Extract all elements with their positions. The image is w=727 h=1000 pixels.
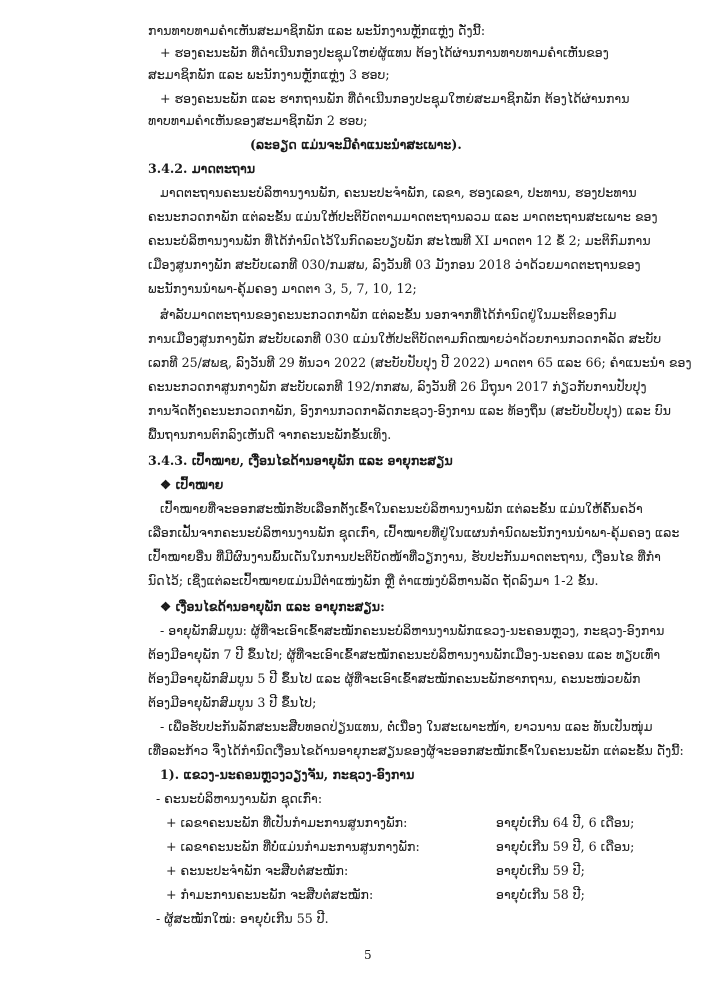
text-line: ຕ້ອງມີອາຍຸພັກສົມບູນ 5 ປີ ຂຶ້ນໄປ ແລະ ຜູ້ທີ່ຈະເອົາເຂົ້າສະໝັກຄະນະພັກຮາກຖານ, ຄະນະໜ່ວຍພັກ xyxy=(148,671,641,686)
text-line: - ຜູ້ສະໝັກໃໝ່: ອາຍຸບໍ່ເກີນ 55 ປີ. xyxy=(156,911,329,926)
text-line: ຄະນະບໍລິຫານງານພັກ ທີ່ໄດ້ກຳນົດໄວ້ໃນກົດລະບຽບພັກ ສະໄໝທີ XI ມາດຕາ 12 ຂໍ້ 2; ມະຕິກົມການ xyxy=(148,233,651,248)
age-value: ອາຍຸບໍ່ເກີນ 58 ປີ; xyxy=(496,887,585,902)
text-line: ສຳລັບມາດຕະຖານຂອງຄະນະກວດກາພັກ ແຕ່ລະຂັ້ນ ນອກຈາກທີ່ໄດ້ກຳນົດຢູ່ໃນມະຕິຂອງກົມ xyxy=(160,307,617,322)
text-line: + ຮອງຄະນະພັກ ແລະ ຮາກຖານພັກ ທີ່ດຳເນີນກອງປະຊຸມໃຫຍ່ສະມາຊິກພັກ ຕ້ອງໄດ້ຜ່ານການ xyxy=(160,91,630,106)
section-heading: 3.4.3. ເປົ້າໝາຍ, ເງື່ອນໄຂດ້ານອາຍຸພັກ ແລະ ອາຍຸກະສຽນ xyxy=(148,453,453,468)
text-line: ຕ້ອງມີອາຍຸພັກສົມບູນ 3 ປີ ຂຶ້ນໄປ; xyxy=(148,695,317,710)
page-number: 5 xyxy=(364,948,372,962)
text-line: ຄະນະກວດກາພັກ ແຕ່ລະຂັ້ນ ແມ່ນໃຫ້ປະຕິບັດຕາມມາດຕະຖານລວມ ແລະ ມາດຕະຖານສະເພາະ ຂອງ xyxy=(148,209,658,224)
text-line: ເລືອກເຟັ້ນຈາກຄະນະບໍລິຫານງານພັກ ຊຸດເກົ່າ, ເປົ້າໝາຍທີ່ຢູ່ໃນແຜນກຳນົດພະນັກງານນຳພາ-ຄຸ້ມຄອງ ແລະ xyxy=(148,525,680,540)
text-line: - ອາຍຸພັກສົມບູນ: ຜູ້ທີ່ຈະເອົາເຂົ້າສະໝັກຄະນະບໍລິຫານງານພັກແຂວງ-ນະຄອນຫຼວງ, ກະຊວງ-ອົງການ xyxy=(160,623,665,638)
text-line: ເລກທີ 25/ສພຊ, ລົງວັນທີ 29 ທັນວາ 2022 (ສະບັບປັບປຸງ ປີ 2022) ມາດຕາ 65 ແລະ 66; ຄຳແນະນຳ ຂອງ xyxy=(148,355,692,370)
text-line: ສະມາຊິກພັກ ແລະ ພະນັກງານຫຼັກແຫຼ່ງ 3 ຮອບ; xyxy=(148,67,390,82)
text-line: ພື້ນຖານການຕົກລົງເຫັນດີ ຈາກຄະນະພັກຂັ້ນເທິງ. xyxy=(148,427,392,442)
text-line: + ຮອງຄະນະພັກ ທີ່ດຳເນີນກອງປະຊຸມໃຫຍ່ຜູ້ແທນ ຕ້ອງໄດ້ຜ່ານການທາບທາມຄຳເຫັນຂອງ xyxy=(160,45,609,60)
text-line: ທາບທາມຄຳເຫັນຂອງສະມາຊິກພັກ 2 ຮອບ; xyxy=(148,113,368,128)
age-value: ອາຍຸບໍ່ເກີນ 59 ປີ, 6 ເດືອນ; xyxy=(496,839,635,854)
age-value: ອາຍຸບໍ່ເກີນ 64 ປີ, 6 ເດືອນ; xyxy=(496,815,635,830)
text-line: ເປົ້າໝາຍອື່ນ ທີ່ມີຜົນງານພົ້ນເດັ່ນໃນການປະຕິບັດໜ້າທີ່ວຽກງານ, ຮັບປະກັນມາດຕະຖານ, ເງື່ອນໄຂ ທີ່ກຳ xyxy=(148,549,661,564)
subheading: ❖ ເປົ້າໝາຍ xyxy=(160,477,224,492)
section-heading: 3.4.2. ມາດຕະຖານ xyxy=(148,161,256,176)
age-label: + ເລຂາຄະນະພັກ ທີ່ບໍ່ແມ່ນກຳມະການສູນກາງພັກ: xyxy=(166,839,420,854)
text-line: ການເມືອງສູນກາງພັກ ສະບັບເລກທີ 030 ແມ່ນໃຫ້ປະຕິບັດຕາມກົດໝາຍວ່າດ້ວຍການກວດກາລັດ ສະບັບ xyxy=(148,331,662,346)
text-line: ເມືອງສູນກາງພັກ ສະບັບເລກທີ 030/ກມສພ, ລົງວັນທີ 03 ມັງກອນ 2018 ວ່າດ້ວຍມາດຕະຖານຂອງ xyxy=(148,257,641,272)
text-line: ເທື່ອລະກ້າວ ຈຶ່ງໄດ້ກຳນົດເງື່ອນໄຂດ້ານອາຍຸກະສຽນຂອງຜູ້ຈະອອກສະໝັກເຂົ້າໃນຄະນະພັກ ແຕ່ລະຂັ້ນ ດັ່ງນີ້: xyxy=(148,743,684,758)
text-line: ຕ້ອງມີອາຍຸພັກ 7 ປີ ຂຶ້ນໄປ; ຜູ້ທີ່ຈະເອົາເຂົ້າສະໝັກຄະນະບໍລິຫານງານພັກເມືອງ-ນະຄອນ ແລະ ທຽບເທົ່າ xyxy=(148,647,661,662)
text-line: ນົດໄວ້; ເຊິ່ງແຕ່ລະເປົ້າໝາຍແມ່ນມີຕຳແໜ່ງພັກ ຫຼື ຕຳແໜ່ງບໍລິຫານລັດ ຖັດລົງມາ 1-2 ຂັ້ນ. xyxy=(148,573,599,588)
text-line: - ຄະນະບໍລິຫານງານພັກ ຊຸດເກົ່າ: xyxy=(156,791,323,806)
note-line: (ລະອຽດ ແມ່ນຈະມີຄຳແນະນຳສະເພາະ). xyxy=(250,137,462,152)
subheading: ❖ ເງື່ອນໄຂດ້ານອາຍຸພັກ ແລະ ອາຍຸກະສຽນ: xyxy=(160,599,385,614)
text-line: ການຈັດຕັ້ງຄະນະກວດກາພັກ, ອົງການກວດກາລັດກະຊວງ-ອົງການ ແລະ ທ້ອງຖິ່ນ (ສະບັບປັບປຸງ) ແລະ ບົນ xyxy=(148,403,672,418)
text-line: ມາດຕະຖານຄະນະບໍລິຫານງານພັກ, ຄະນະປະຈຳພັກ, ເລຂາ, ຮອງເລຂາ, ປະທານ, ຮອງປະທານ xyxy=(160,185,637,200)
age-label: + ກຳມະການຄະນະພັກ ຈະສືບຕໍ່ສະໝັກ: xyxy=(166,887,374,902)
list-item-heading: 1). ແຂວງ-ນະຄອນຫຼວງວຽງຈັນ, ກະຊວງ-ອົງການ xyxy=(160,767,415,782)
text-line: - ເພື່ອຮັບປະກັນລັກສະນະສືບທອດປ່ຽນແທນ, ຕໍ່ເນື່ອງ ໃນສະເພາະໜ້າ, ຍາວນານ ແລະ ທັນເປັນໜຸ່ມ xyxy=(160,719,653,734)
text-line: ຄະນະກວດກາສູນກາງພັກ ສະບັບເລກທີ 192/ກກສພ, ລົງວັນທີ 26 ມິຖຸນາ 2017 ກ່ຽວກັບການປັບປຸງ xyxy=(148,379,647,394)
age-value: ອາຍຸບໍ່ເກີນ 59 ປີ; xyxy=(496,863,585,878)
age-label: + ເລຂາຄະນະພັກ ທີ່ເປັນກຳມະການສູນກາງພັກ: xyxy=(166,815,408,830)
text-line: ການທາບທາມຄຳເຫັນສະມາຊິກພັກ ແລະ ພະນັກງານຫຼັກແຫຼ່ງ ດັ່ງນີ້: xyxy=(148,23,486,38)
text-line: ພະນັກງານນຳພາ-ຄຸ້ມຄອງ ມາດຕາ 3, 5, 7, 10, 12; xyxy=(148,281,417,296)
text-line: ເປົ້າໝາຍທີ່ຈະອອກສະໝັກຮັບເລືອກຕັ້ງເຂົ້າໃນຄະນະບໍລິຫານງານພັກ ແຕ່ລະຂັ້ນ ແມ່ນໃຫ້ຄົ້ນຄວ້າ xyxy=(160,501,643,516)
age-label: + ຄະນະປະຈຳພັກ ຈະສືບຕໍ່ສະໝັກ: xyxy=(166,863,349,878)
